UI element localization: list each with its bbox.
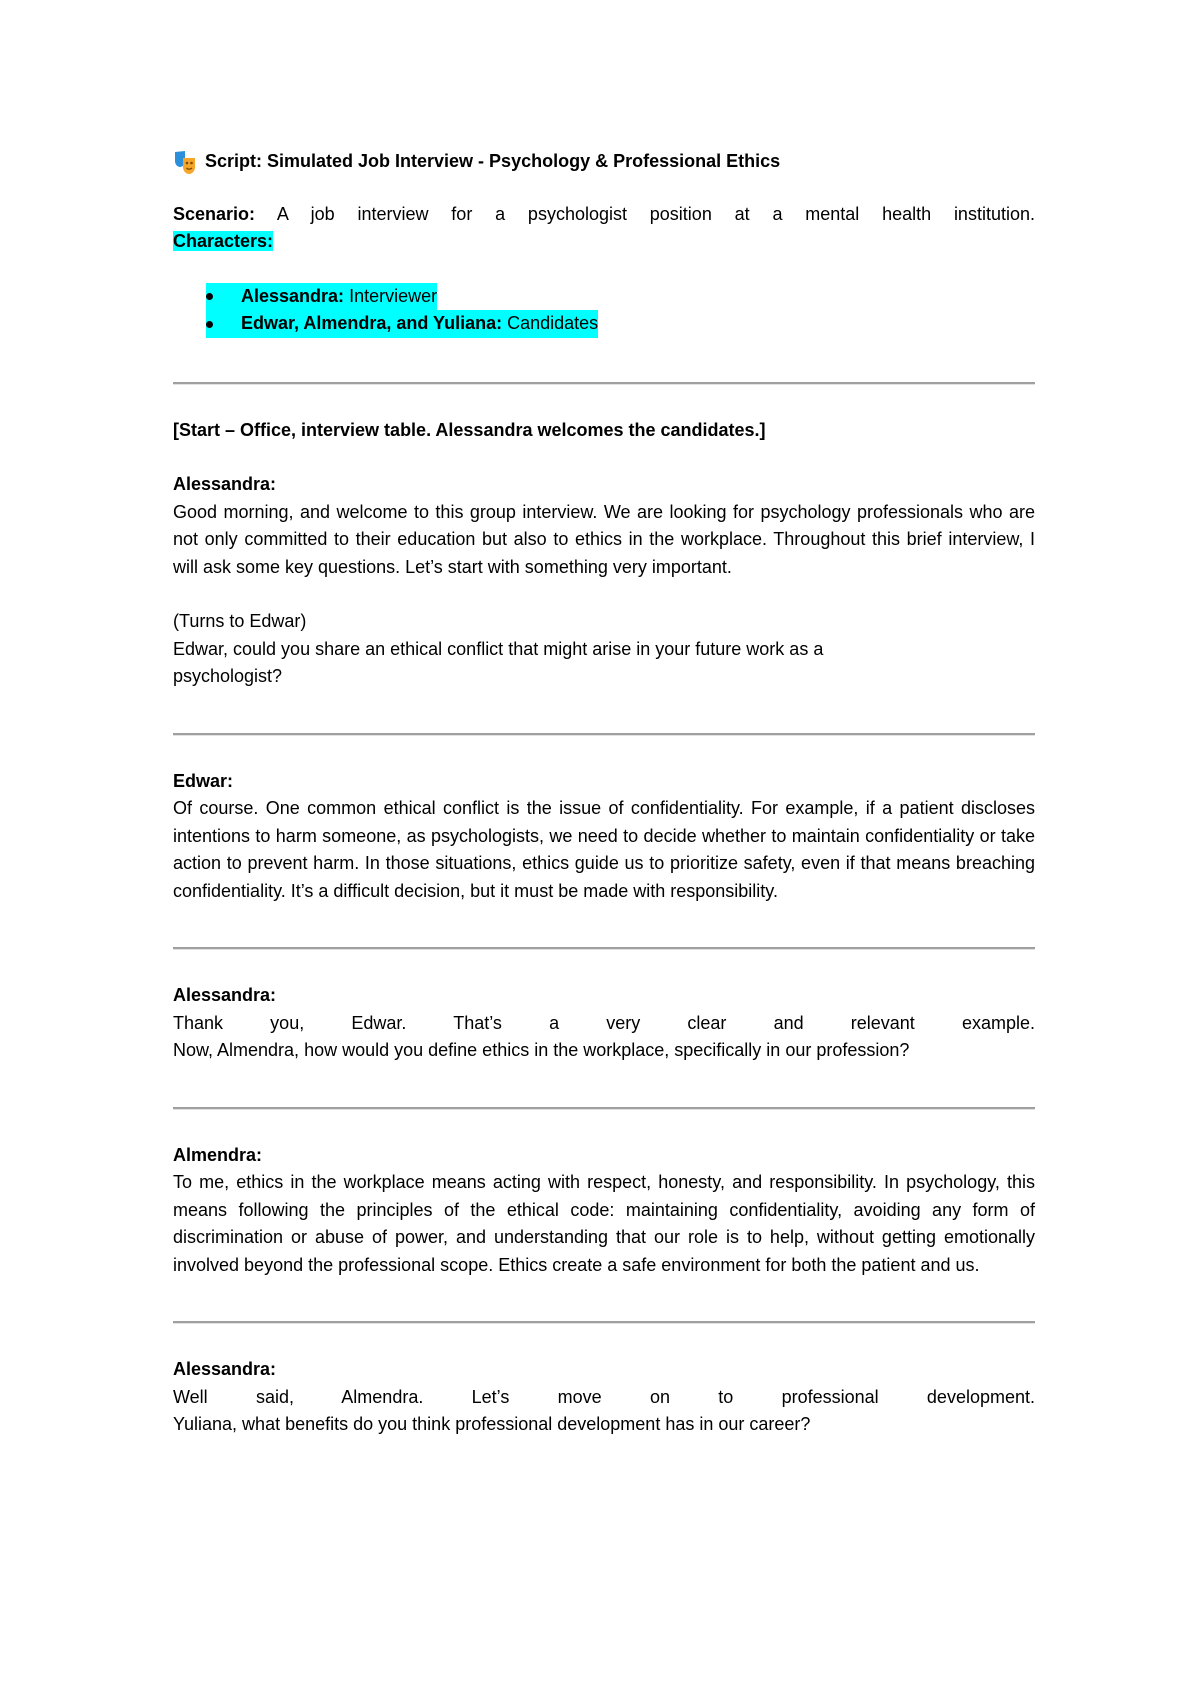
dialogue-block (173, 1142, 1035, 1280)
character-role: Interviewer (349, 285, 438, 306)
dialogue-text: Of course. One common ethical conflict is the issue of confidentiality. For example, if a patient discloses intentions to harm someone, as psychologists, we need to decide whether to maintain confidentiality or take action to prevent harm. In those situations, ethics guide us to prioritize safety, even if that means breaching confidentiality. It’s a difficult decision, but it must be made with responsibility. (173, 798, 1035, 901)
speaker-name: Alessandra: (173, 1359, 277, 1379)
speaker-name: Almendra: (173, 1144, 263, 1165)
title-text: Script: Simulated Job Interview - Psychology & Professional Ethics (205, 151, 781, 171)
dialogue-text: Yuliana, what benefits do you think professional development has in our career? (173, 1414, 811, 1434)
characters-label: Characters: (173, 231, 274, 251)
horizontal-rule (173, 1321, 1035, 1324)
list-item (206, 310, 1035, 338)
speaker-name: Alessandra: (173, 474, 277, 494)
stage-aside: (Turns to Edwar) (173, 611, 307, 631)
dialogue-text: Now, Almendra, how would you define ethics in the workplace, specifically in our profession? (173, 1040, 910, 1060)
list-item (206, 283, 1035, 311)
character-name: Edwar, Almendra, and Yuliana: (241, 313, 503, 333)
dialogue-block (173, 471, 1035, 691)
stage-direction: [Start – Office, interview table. Alessandra welcomes the candidates.] (173, 419, 766, 440)
characters-heading (173, 228, 1035, 256)
dialogue-text: To me, ethics in the workplace means acting with respect, honesty, and responsibility. In psychology, this means following the principles of the ethical code: maintaining confidentiality, avoiding any form of discrimination or abuse of power, and understanding that our role is to help, without getting emotionally involved beyond the professional scope. Ethics create a safe environment for both the patient and us. (173, 1172, 1035, 1275)
horizontal-rule (173, 733, 1035, 736)
horizontal-rule (173, 382, 1035, 385)
dialogue-text: Edwar, could you share an ethical conflict that might arise in your future work as a psychologist? (173, 638, 824, 686)
character-name: Alessandra: (241, 285, 345, 306)
dialogue-text: Well said, Almendra. Let’s move on to professional development. (173, 1386, 1035, 1407)
scenario-text: A job interview for a psychologist position at a mental health institution. (276, 203, 1035, 224)
document-page (173, 140, 1035, 1439)
dialogue-block (173, 768, 1035, 906)
scenario-label: Scenario: (173, 203, 256, 224)
dialogue-block (173, 1356, 1035, 1439)
dialogue-text: Good morning, and welcome to this group interview. We are looking for psychology professionals who are not only committed to their education but also to ethics in the workplace. Throughout this brief interview, I will ask some key questions. Let’s start with something very important. (173, 501, 1035, 577)
bullet-icon (206, 293, 213, 300)
scenario-line (173, 201, 1035, 229)
bullet-icon (206, 321, 213, 328)
character-role: Candidates (507, 313, 599, 333)
characters-list (173, 283, 1035, 338)
dialogue-text: Thank you, Edwar. That’s a very clear and relevant example. (173, 1012, 1035, 1033)
speaker-name: Alessandra: (173, 985, 277, 1005)
theater-masks-icon (173, 149, 199, 175)
horizontal-rule (173, 1107, 1035, 1110)
horizontal-rule (173, 947, 1035, 950)
document-title (173, 148, 1035, 176)
dialogue-block (173, 982, 1035, 1065)
speaker-name: Edwar: (173, 770, 234, 791)
